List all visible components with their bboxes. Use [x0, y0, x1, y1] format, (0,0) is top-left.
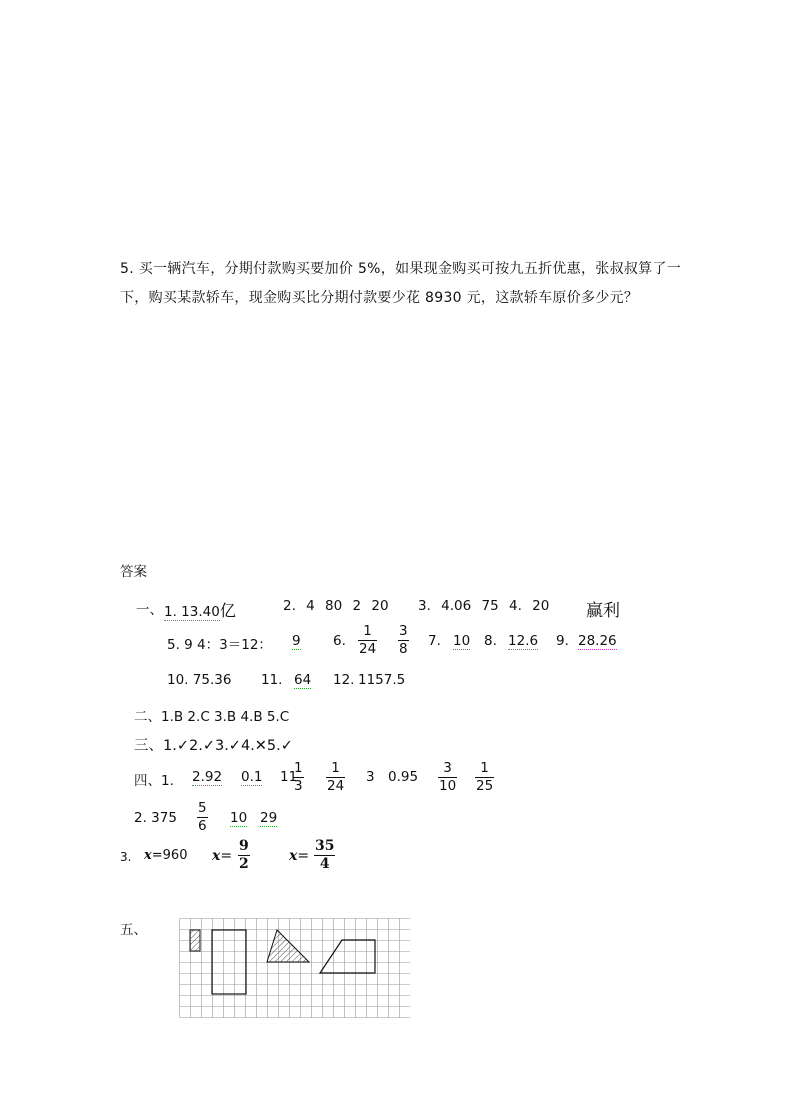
- fraction-numerator: 5: [198, 800, 207, 816]
- sec1-a2: 2. 4 80 2 20: [283, 598, 389, 614]
- sec4-line2-label: 2. 375: [134, 810, 177, 826]
- answers-title: 答案: [120, 564, 147, 580]
- sec1-a11-value: 64: [294, 672, 312, 688]
- fraction-numerator: 1: [331, 760, 340, 776]
- sec1-a12-value: 1157.5: [358, 672, 406, 688]
- fraction-denominator: 6: [197, 817, 208, 832]
- sec1-a1-value: 1. 13.40: [164, 604, 220, 620]
- sec1-a6-fraction-2: [398, 623, 409, 658]
- hatched-triangle: [267, 930, 309, 962]
- sec4-v3: 3: [366, 769, 375, 785]
- fraction-denominator: 10: [439, 778, 457, 794]
- sec4-fraction-1: [293, 760, 304, 795]
- sec4-3-fraction-1: [238, 838, 250, 873]
- sec4-label: 四、1.: [134, 773, 174, 789]
- sec4-fraction-4: [475, 760, 494, 795]
- sec4-3-label: 3.: [120, 850, 132, 864]
- sec1-a5-value: 9: [292, 633, 301, 649]
- sec1-a11: 11.: [261, 672, 283, 688]
- fraction-denominator: 4: [314, 855, 335, 873]
- fraction-denominator: 24: [359, 641, 377, 657]
- sec1-a8: 8.: [484, 633, 497, 649]
- sec4-fraction-2: [326, 760, 345, 795]
- fraction-denominator: 8: [399, 641, 408, 657]
- sec4-line2-v2: 29: [260, 810, 278, 826]
- sec1-a5: 5. 9 4：3＝12：: [167, 637, 272, 653]
- fraction-numerator: 3: [443, 760, 452, 776]
- question-5-line-2: 下，购买某款轿车，现金购买比分期付款要少花 8930 元，这款轿车原价多少元？: [120, 290, 639, 306]
- sec4-3-fraction-2: [314, 838, 335, 873]
- sec1-a12: 12.: [333, 672, 355, 688]
- sec4-mixed-whole: 11: [280, 769, 298, 785]
- fraction-denominator: 24: [327, 778, 345, 794]
- fraction-numerator: 1: [480, 760, 489, 776]
- sec4-3-eq1: x=960: [144, 848, 188, 863]
- fraction-denominator: 25: [476, 778, 494, 794]
- fraction-denominator: 3: [294, 778, 303, 794]
- sec4-v1: 2.92: [192, 769, 223, 785]
- question-5-line-1: 5. 买一辆汽车，分期付款购买要加价 5%，如果现金购买可按九五折优惠，张叔叔算了一: [120, 261, 682, 277]
- sec1-a8-value: 12.6: [508, 633, 539, 649]
- sec1-label: 一、: [136, 602, 163, 618]
- sec4-line2-v1: 10: [230, 810, 248, 826]
- sec1-a3: 3. 4.06 75 4. 20: [418, 598, 550, 614]
- fraction-numerator: 1: [363, 623, 372, 639]
- grid-figure: [178, 917, 410, 1020]
- sec1-a10: 10. 75.36: [167, 672, 232, 688]
- sec1-a9: 9.: [556, 633, 569, 649]
- sec4-v2: 0.1: [241, 769, 263, 785]
- fraction-numerator: 35: [315, 838, 335, 854]
- fraction-numerator: 3: [399, 623, 408, 639]
- sec1-a6: 6.: [333, 633, 346, 649]
- fraction-numerator: 1: [294, 760, 303, 776]
- fraction-denominator: 2: [239, 856, 249, 872]
- sec1-a7-value: 10: [453, 633, 471, 649]
- sec4-fraction-5-clip: [197, 800, 219, 832]
- hatched-rectangle: [190, 930, 200, 951]
- sec1-a1-unit: 亿: [219, 601, 236, 620]
- sec1-a7: 7.: [428, 633, 441, 649]
- sec4-3-eq2: x=: [212, 848, 233, 864]
- sec5-label: 五、: [120, 922, 147, 938]
- sec1-a4-word: 赢利: [586, 601, 620, 621]
- sec4-3-eq3: x=: [289, 848, 310, 864]
- sec1-a6-fraction-1: [358, 623, 377, 658]
- sec4-v4: 0.95: [388, 769, 419, 785]
- sec4-fraction-3: [438, 760, 457, 795]
- sec4-fraction-5: [197, 800, 208, 832]
- sec1-a9-value: 28.26: [578, 633, 617, 649]
- sec3-answers: 三、1.✓2.✓3.✓4.✕5.✓: [134, 738, 293, 754]
- fraction-numerator: 9: [239, 838, 249, 854]
- sec1-a1: [164, 598, 236, 621]
- sec2-answers: 二、1.B 2.C 3.B 4.B 5.C: [134, 709, 290, 725]
